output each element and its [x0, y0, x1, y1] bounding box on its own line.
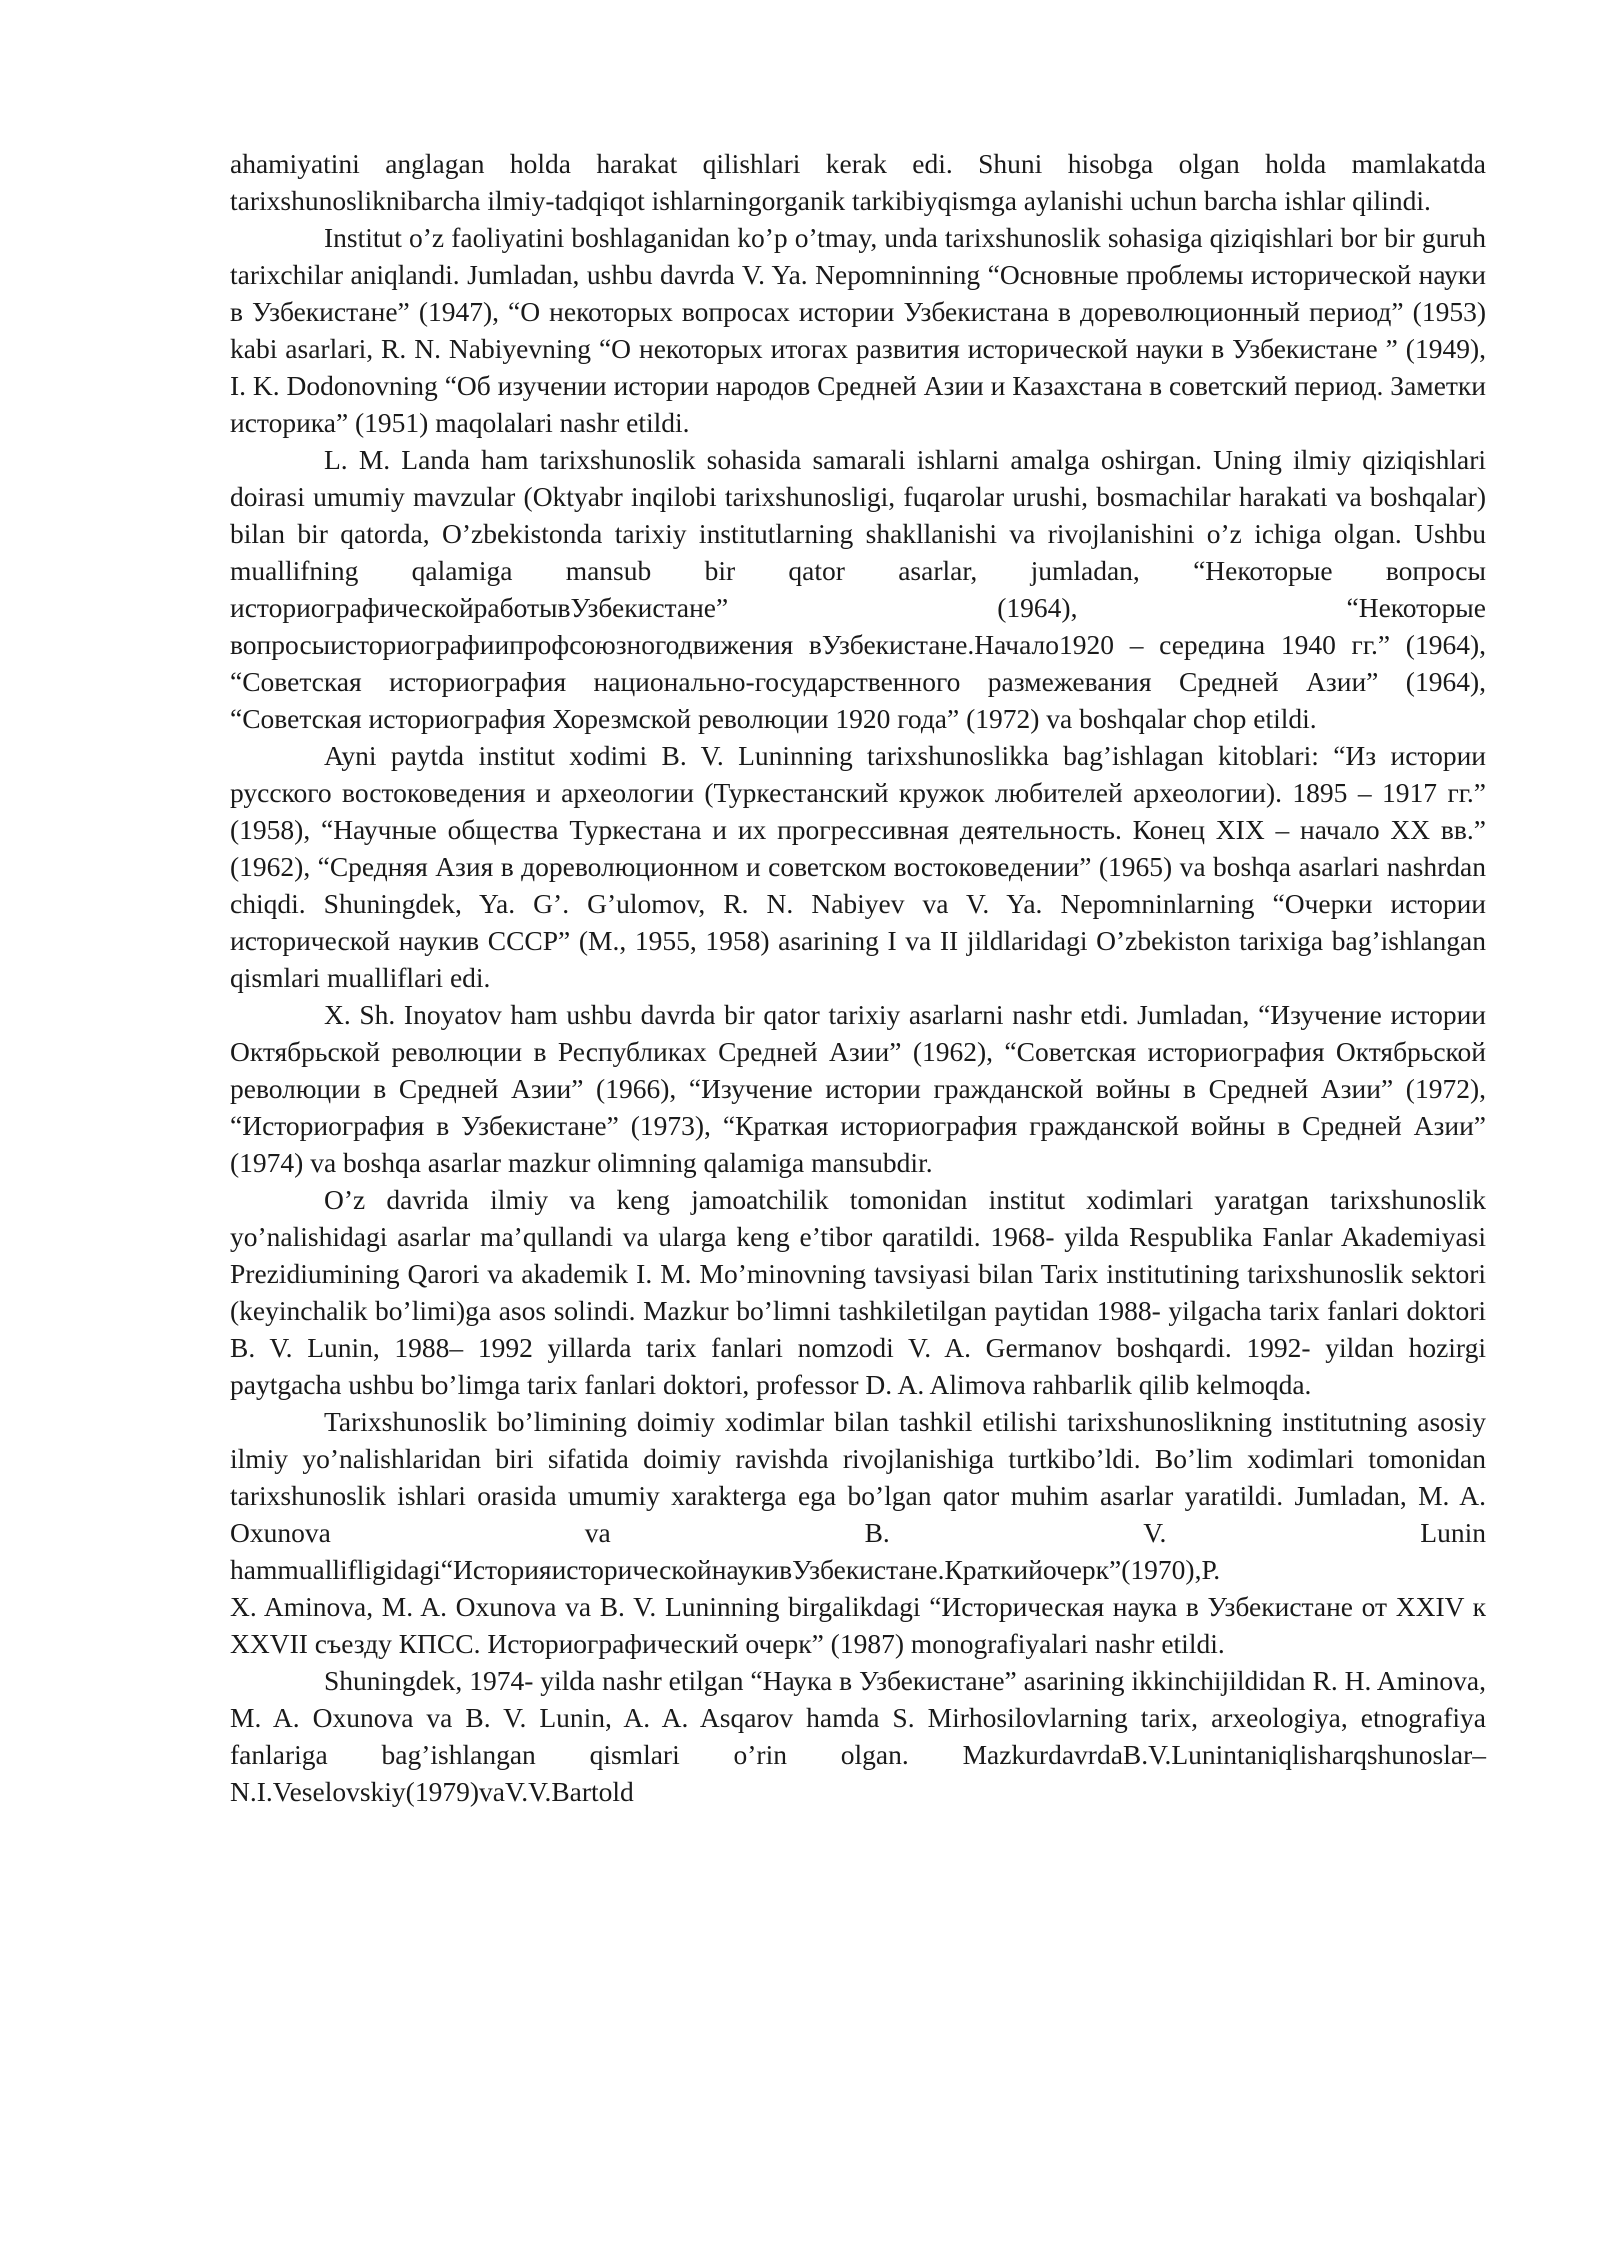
paragraph-3: L. M. Landa ham tarixshunoslik sohasida samarali ishlarni amalga oshirgan. Uning ilmiy qiziqishlari doirasi umumiy mavzular (Oktyabr inqilobi tarixshunosligi, fuqarolar urushi, bosmachilar harakati va boshqalar) bilan bir qatorda, O’zbekistonda tarixiy institutlarning shakllanishi va rivojlanishini o’z ichiga olgan. Ushbu muallifning qalamiga mansub bir qator asarlar, jumladan, “Некоторые вопросы историографическойработывУзбекистане” (1964), “Некоторые вопросыисториографиипрофсоюзногодвижения вУзбекистане.Начало1920 – середина 1940 гг.” (1964), “Советская историография национально-государственного размежевания Средней Азии” (1964), “Советская историография Хорезмской революции 1920 года” (1972) va boshqalar chop etildi. — [230, 444, 1486, 734]
paragraph-6: O’z davrida ilmiy va keng jamoatchilik tomonidan institut xodimlari yaratgan tarixshunoslik yo’nalishidagi asarlar ma’qullandi va ularga keng e’tibor qaratildi. 1968- yilda Respublika Fanlar Akademiyasi Prezidiumining Qarori va akademik I. M. Mo’minovning tavsiyasi bilan Tarix institutining tarixshunoslik sektori (keyinchalik bo’limi)ga asos solindi. Mazkur bo’limni tashkiletilgan paytidan 1988- yilgacha tarix fanlari doktori B. V. Lunin, 1988– 1992 yillarda tarix fanlari nomzodi V. A. Germanov boshqardi. 1992- yildan hozirgi paytgacha ushbu bo’limga tarix fanlari doktori, professor D. A. Alimova rahbarlik qilib kelmoqda. — [230, 1184, 1486, 1400]
paragraph-8: X. Aminova, M. A. Oxunova va B. V. Luninning birgalikdagi “Историческая наука в Узбекистане от XXIV к XXVII съезду КПСС. Историографический очерк” (1987) monografiyalari nashr etildi. — [230, 1591, 1486, 1659]
paragraph-7: Tarixshunoslik bo’limining doimiy xodimlar bilan tashkil etilishi tarixshunoslikning institutning asosiy ilmiy yo’nalishlaridan biri sifatida doimiy ravishda rivojlanishiga turtkibo’ldi. Bo’lim xodimlari tomonidan tarixshunoslik ishlari orasida umumiy xarakterga ega bo’lgan qator muhim asarlar yaratildi. Jumladan, M. A. Oxunova va B. V. Lunin hammuallifligidagi“ИсторияисторическойнаукивУзбекистане.Краткийочерк”(1970),Р. — [230, 1406, 1486, 1585]
paragraph-5: X. Sh. Inoyatov ham ushbu davrda bir qator tarixiy asarlarni nashr etdi. Jumladan, “Изучение истории Октябрьской революции в Республиках Средней Азии” (1962), “Советская историография Октябрьской революции в Средней Азии” (1966), “Изучение истории гражданской войны в Средней Азии” (1972), “Историография в Узбекистане” (1973), “Краткая историография гражданской войны в Средней Азии” (1974) va boshqa asarlar mazkur olimning qalamiga mansubdir. — [230, 999, 1486, 1178]
paragraph-1: ahamiyatini anglagan holda harakat qilishlari kerak edi. Shuni hisobga olgan holda mamlakatda tarixshunosliknibarcha ilmiy-tadqiqot ishlarningorganik tarkibiyqismga aylanishi uchun barcha ishlar qilindi. — [230, 148, 1486, 216]
paragraph-9: Shuningdek, 1974- yilda nashr etilgan “Наука в Узбекистане” asarining ikkinchijildidan R. H. Aminova, M. A. Oxunova va B. V. Lunin, A. A. Asqarov hamda S. Mirhosilovlarning tarix, arxeologiya, etnografiya fanlariga bag’ishlangan qismlari o’rin olgan. MazkurdavrdaB.V.Lunintaniqlisharqshunoslar–N.I.Veselovskiy(1979)vaV.V.Bartold — [230, 1665, 1486, 1807]
paragraph-2: Institut o’z faoliyatini boshlaganidan ko’p o’tmay, unda tarixshunoslik sohasiga qiziqishlari bor bir guruh tarixchilar aniqlandi. Jumladan, ushbu davrda V. Ya. Nepomninning “Основные проблемы исторической науки в Узбекистане” (1947), “О некоторых вопросах истории Узбекистана в дореволюционный период” (1953) kabi asarlari, R. N. Nabiyevning “О некоторых итогах развития исторической науки в Узбекистане ” (1949), I. K. Dodonovning “Об изучении истории народов Средней Азии и Казахстана в советский период. Заметки историка” (1951) maqolalari nashr etildi. — [230, 222, 1486, 438]
document-page — [230, 145, 1486, 1810]
paragraph-4: Ayni paytda institut xodimi B. V. Luninning tarixshunoslikka bag’ishlagan kitoblari: “Из истории русского востоковедения и археологии (Туркестанский кружок любителей археологии). 1895 – 1917 гг.” (1958), “Научные общества Туркестана и их прогрессивная деятельность. Конец XIX – начало XX вв.” (1962), “Средняя Азия в дореволюционном и советском востоковедении” (1965) va boshqa asarlari nashrdan chiqdi. Shuningdek, Ya. G’. G’ulomov, R. N. Nabiyev va V. Ya. Nepomninlarning “Очерки истории исторической наукив СССР” (M., 1955, 1958) asarining I va II jildlaridagi O’zbekiston tarixiga bag’ishlangan qismlari mualliflari edi. — [230, 740, 1486, 993]
